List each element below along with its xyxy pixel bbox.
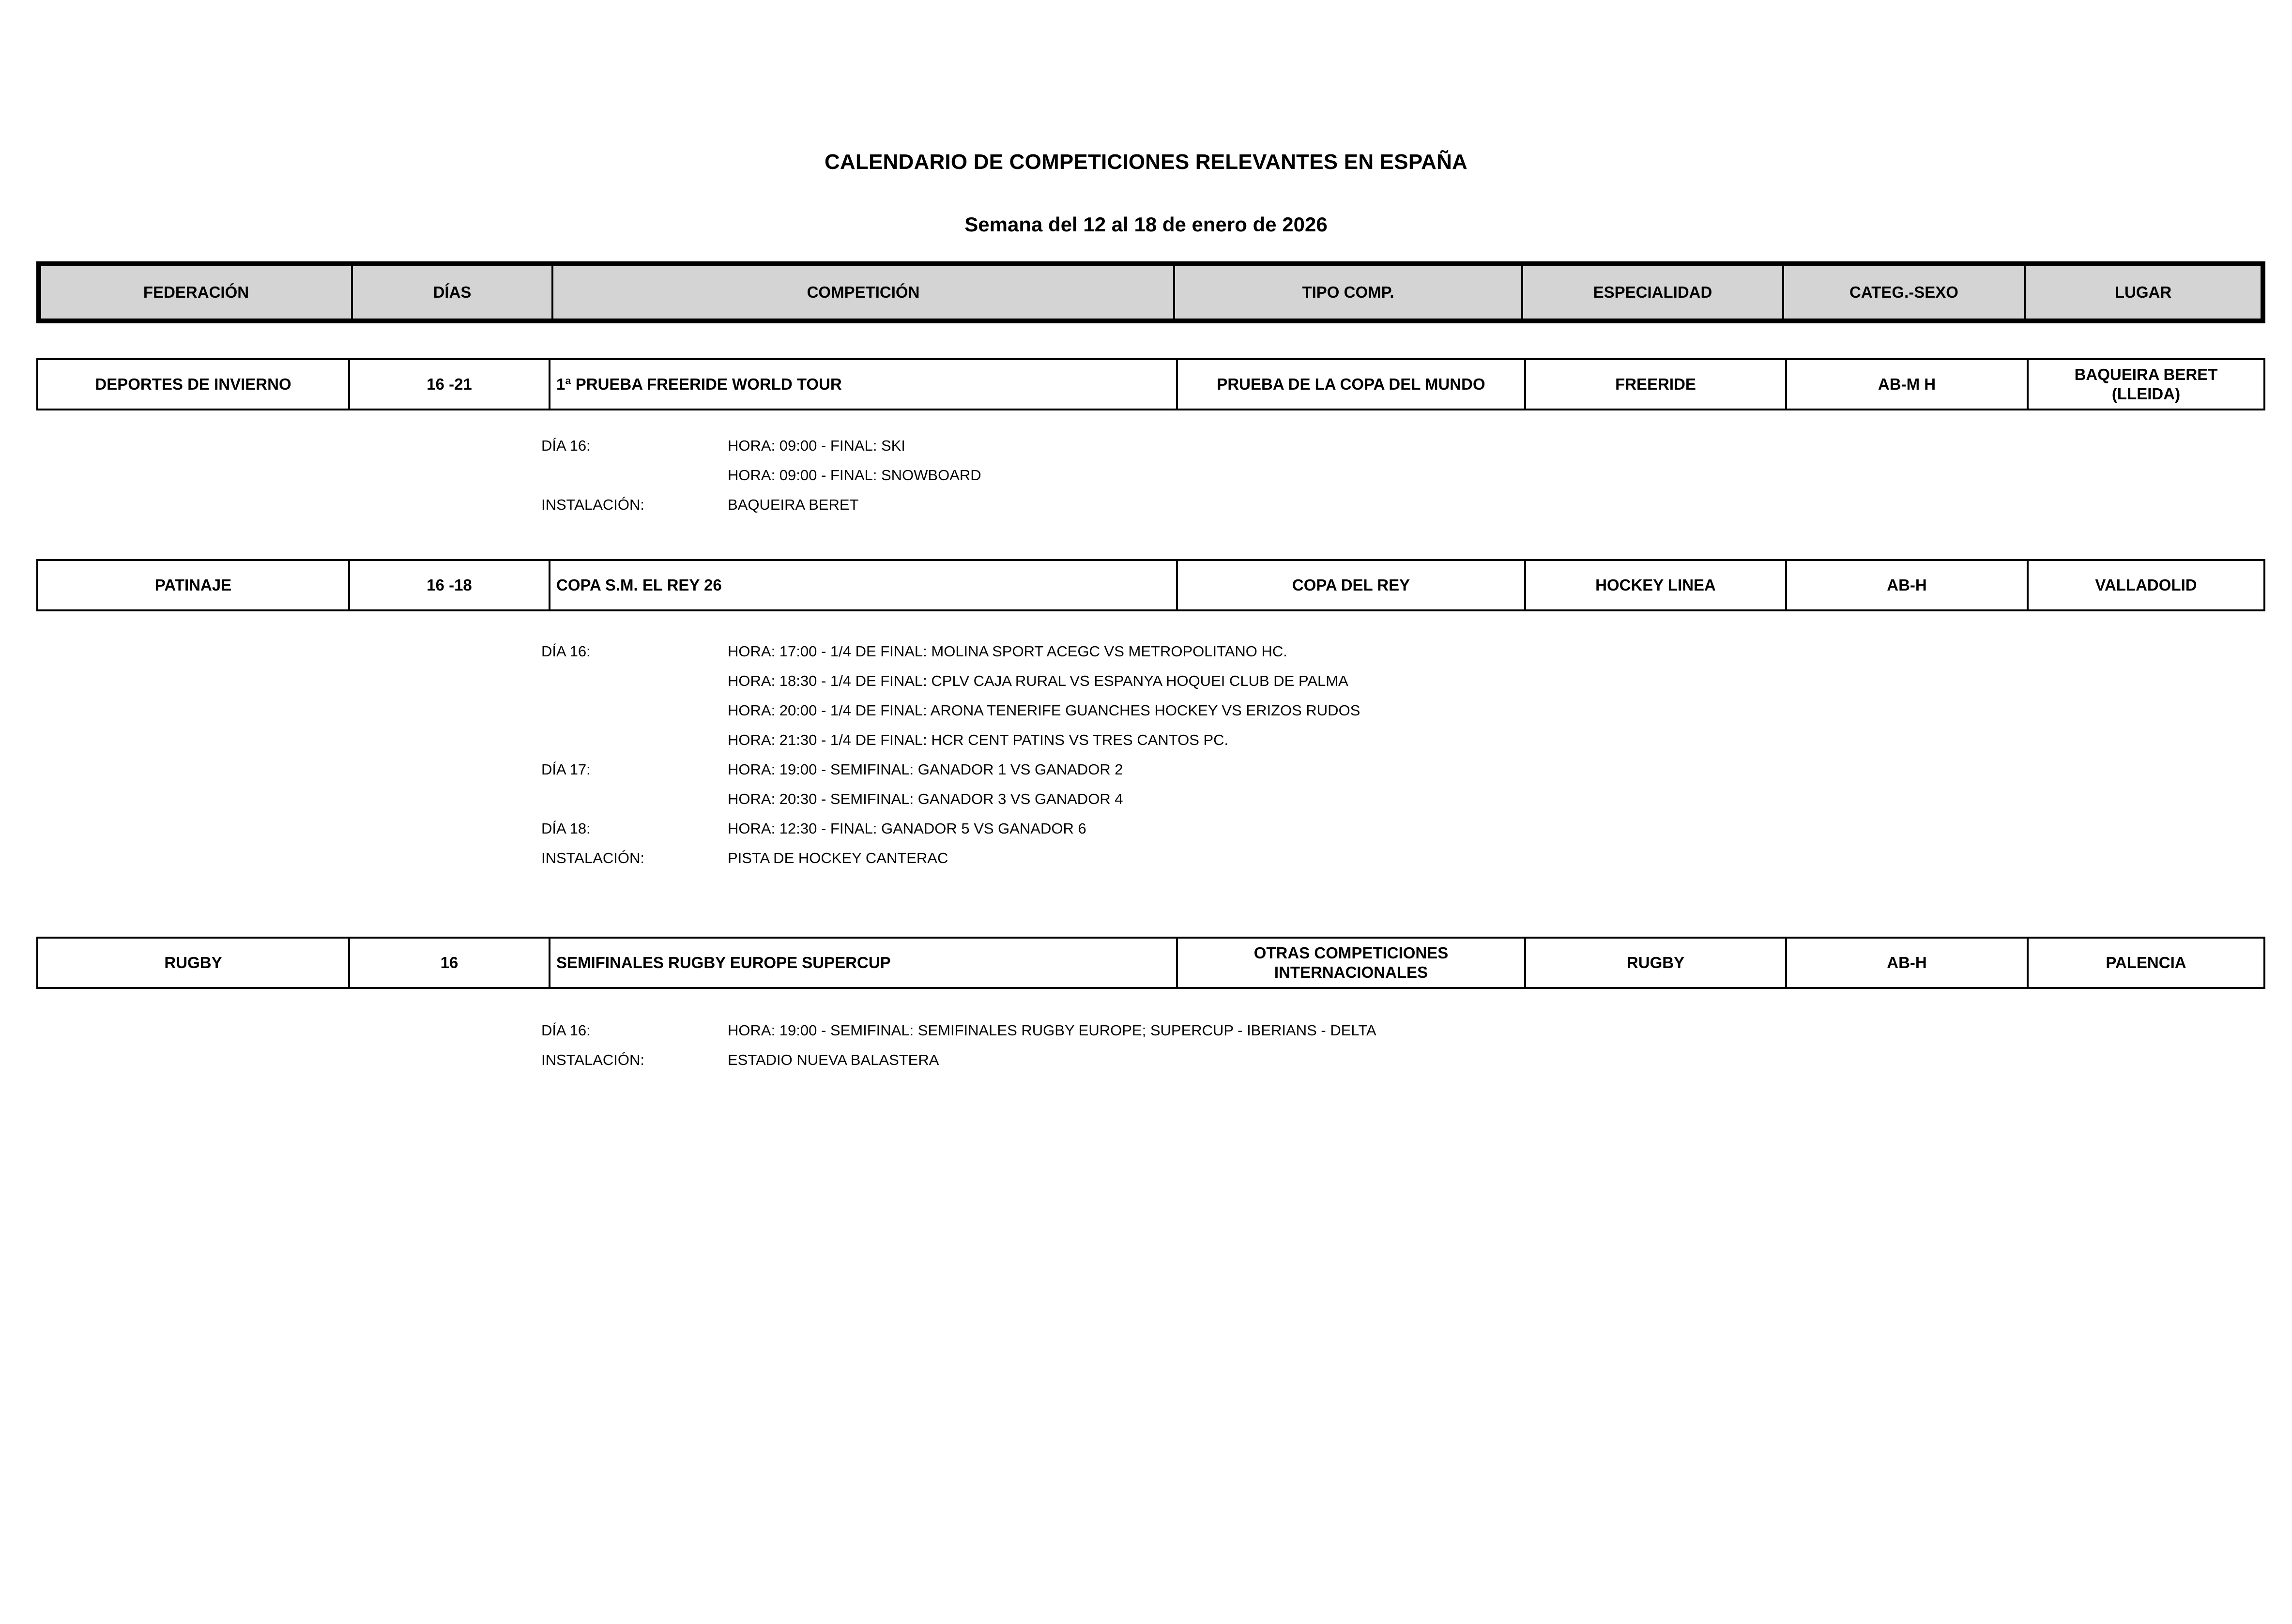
cell-tipo-comp-line2: INTERNACIONALES <box>1274 963 1428 981</box>
cell-tipo-comp <box>1177 938 1525 988</box>
detail-text: HORA: 09:00 - FINAL: SKI <box>728 437 905 454</box>
cell-tipo-comp: COPA DEL REY <box>1177 560 1525 610</box>
cell-categ-sexo: AB-H <box>1786 560 2028 610</box>
header-cell-especialidad: ESPECIALIDAD <box>1522 264 1783 321</box>
cell-tipo-comp: PRUEBA DE LA COPA DEL MUNDO <box>1177 359 1525 410</box>
calendar-row-deportes-de-invierno <box>36 358 2265 410</box>
detail-text: BAQUEIRA BERET <box>728 496 859 513</box>
table-row <box>37 359 2264 410</box>
header-cell-federacion: FEDERACIÓN <box>39 264 352 321</box>
table-row <box>37 560 2264 610</box>
detail-text: HORA: 19:00 - SEMIFINAL: SEMIFINALES RUGBY EUROPE; SUPERCUP - IBERIANS - DELTA <box>728 1022 1376 1039</box>
calendar-row-patinaje <box>36 559 2265 611</box>
detail-text: HORA: 12:30 - FINAL: GANADOR 5 VS GANADOR 6 <box>728 820 1086 837</box>
detail-text: HORA: 20:30 - SEMIFINAL: GANADOR 3 VS GANADOR 4 <box>728 790 1123 807</box>
detail-label: DÍA 16: <box>541 437 591 454</box>
detail-line <box>541 497 981 527</box>
cell-dias: 16 -18 <box>349 560 550 610</box>
cell-categ-sexo: AB-H <box>1786 938 2028 988</box>
detail-text: PISTA DE HOCKEY CANTERAC <box>728 850 948 866</box>
document-title: CALENDARIO DE COMPETICIONES RELEVANTES EN ESPAÑA <box>824 150 1468 174</box>
header-cell-tipo-comp: TIPO COMP. <box>1174 264 1522 321</box>
detail-label: INSTALACIÓN: <box>541 850 645 866</box>
detail-text: HORA: 17:00 - 1/4 DE FINAL: MOLINA SPORT ACEGC VS METROPOLITANO HC. <box>728 643 1287 660</box>
detail-line <box>541 644 1360 673</box>
cell-competicion: SEMIFINALES RUGBY EUROPE SUPERCUP <box>550 938 1177 988</box>
document-subtitle: Semana del 12 al 18 de enero de 2026 <box>964 213 1328 236</box>
detail-line <box>541 468 981 497</box>
detail-label: DÍA 17: <box>541 761 591 778</box>
cell-dias: 16 -21 <box>349 359 550 410</box>
calendar-row-rugby <box>36 937 2265 989</box>
cell-dias: 16 <box>349 938 550 988</box>
detail-line <box>541 673 1360 703</box>
detail-line <box>541 1052 1376 1082</box>
detail-line <box>541 732 1360 762</box>
table-row <box>37 938 2264 988</box>
cell-categ-sexo: AB-M H <box>1786 359 2028 410</box>
detail-label: DÍA 18: <box>541 820 591 837</box>
detail-label: INSTALACIÓN: <box>541 1051 645 1068</box>
cell-especialidad: FREERIDE <box>1525 359 1786 410</box>
detail-block-rugby <box>541 1023 1376 1082</box>
header-cell-categ-sexo: CATEG.-SEXO <box>1783 264 2025 321</box>
detail-text: ESTADIO NUEVA BALASTERA <box>728 1051 939 1068</box>
detail-block-deportes-de-invierno <box>541 438 981 527</box>
detail-line <box>541 438 981 468</box>
detail-label: INSTALACIÓN: <box>541 496 645 513</box>
calendar-table-header <box>36 261 2265 323</box>
detail-line <box>541 762 1360 791</box>
cell-competicion: 1ª PRUEBA FREERIDE WORLD TOUR <box>550 359 1177 410</box>
header-cell-dias: DÍAS <box>352 264 552 321</box>
detail-text: HORA: 09:00 - FINAL: SNOWBOARD <box>728 467 981 484</box>
table-header-row <box>39 264 2263 321</box>
cell-lugar-line2: (LLEIDA) <box>2111 385 2181 403</box>
cell-especialidad: RUGBY <box>1525 938 1786 988</box>
cell-federacion: RUGBY <box>37 938 349 988</box>
cell-especialidad: HOCKEY LINEA <box>1525 560 1786 610</box>
detail-label: DÍA 16: <box>541 643 591 660</box>
detail-line <box>541 791 1360 821</box>
detail-text: HORA: 21:30 - 1/4 DE FINAL: HCR CENT PATINS VS TRES CANTOS PC. <box>728 731 1229 748</box>
detail-text: HORA: 19:00 - SEMIFINAL: GANADOR 1 VS GANADOR 2 <box>728 761 1123 778</box>
header-cell-lugar: LUGAR <box>2025 264 2263 321</box>
detail-line <box>541 1023 1376 1052</box>
cell-lugar: PALENCIA <box>2028 938 2264 988</box>
detail-label: DÍA 16: <box>541 1022 591 1039</box>
cell-lugar-line1: BAQUEIRA BERET <box>2074 365 2218 383</box>
detail-text: HORA: 18:30 - 1/4 DE FINAL: CPLV CAJA RURAL VS ESPANYA HOQUEI CLUB DE PALMA <box>728 672 1348 689</box>
cell-federacion: DEPORTES DE INVIERNO <box>37 359 349 410</box>
detail-text: HORA: 20:00 - 1/4 DE FINAL: ARONA TENERIFE GUANCHES HOCKEY VS ERIZOS RUDOS <box>728 702 1360 719</box>
cell-competicion: COPA S.M. EL REY 26 <box>550 560 1177 610</box>
detail-line <box>541 850 1360 880</box>
cell-lugar <box>2028 359 2264 410</box>
cell-lugar: VALLADOLID <box>2028 560 2264 610</box>
cell-tipo-comp-line1: OTRAS COMPETICIONES <box>1253 943 1449 962</box>
detail-line <box>541 703 1360 732</box>
detail-line <box>541 821 1360 850</box>
cell-federacion: PATINAJE <box>37 560 349 610</box>
detail-block-patinaje <box>541 644 1360 880</box>
header-cell-competicion: COMPETICIÓN <box>552 264 1174 321</box>
